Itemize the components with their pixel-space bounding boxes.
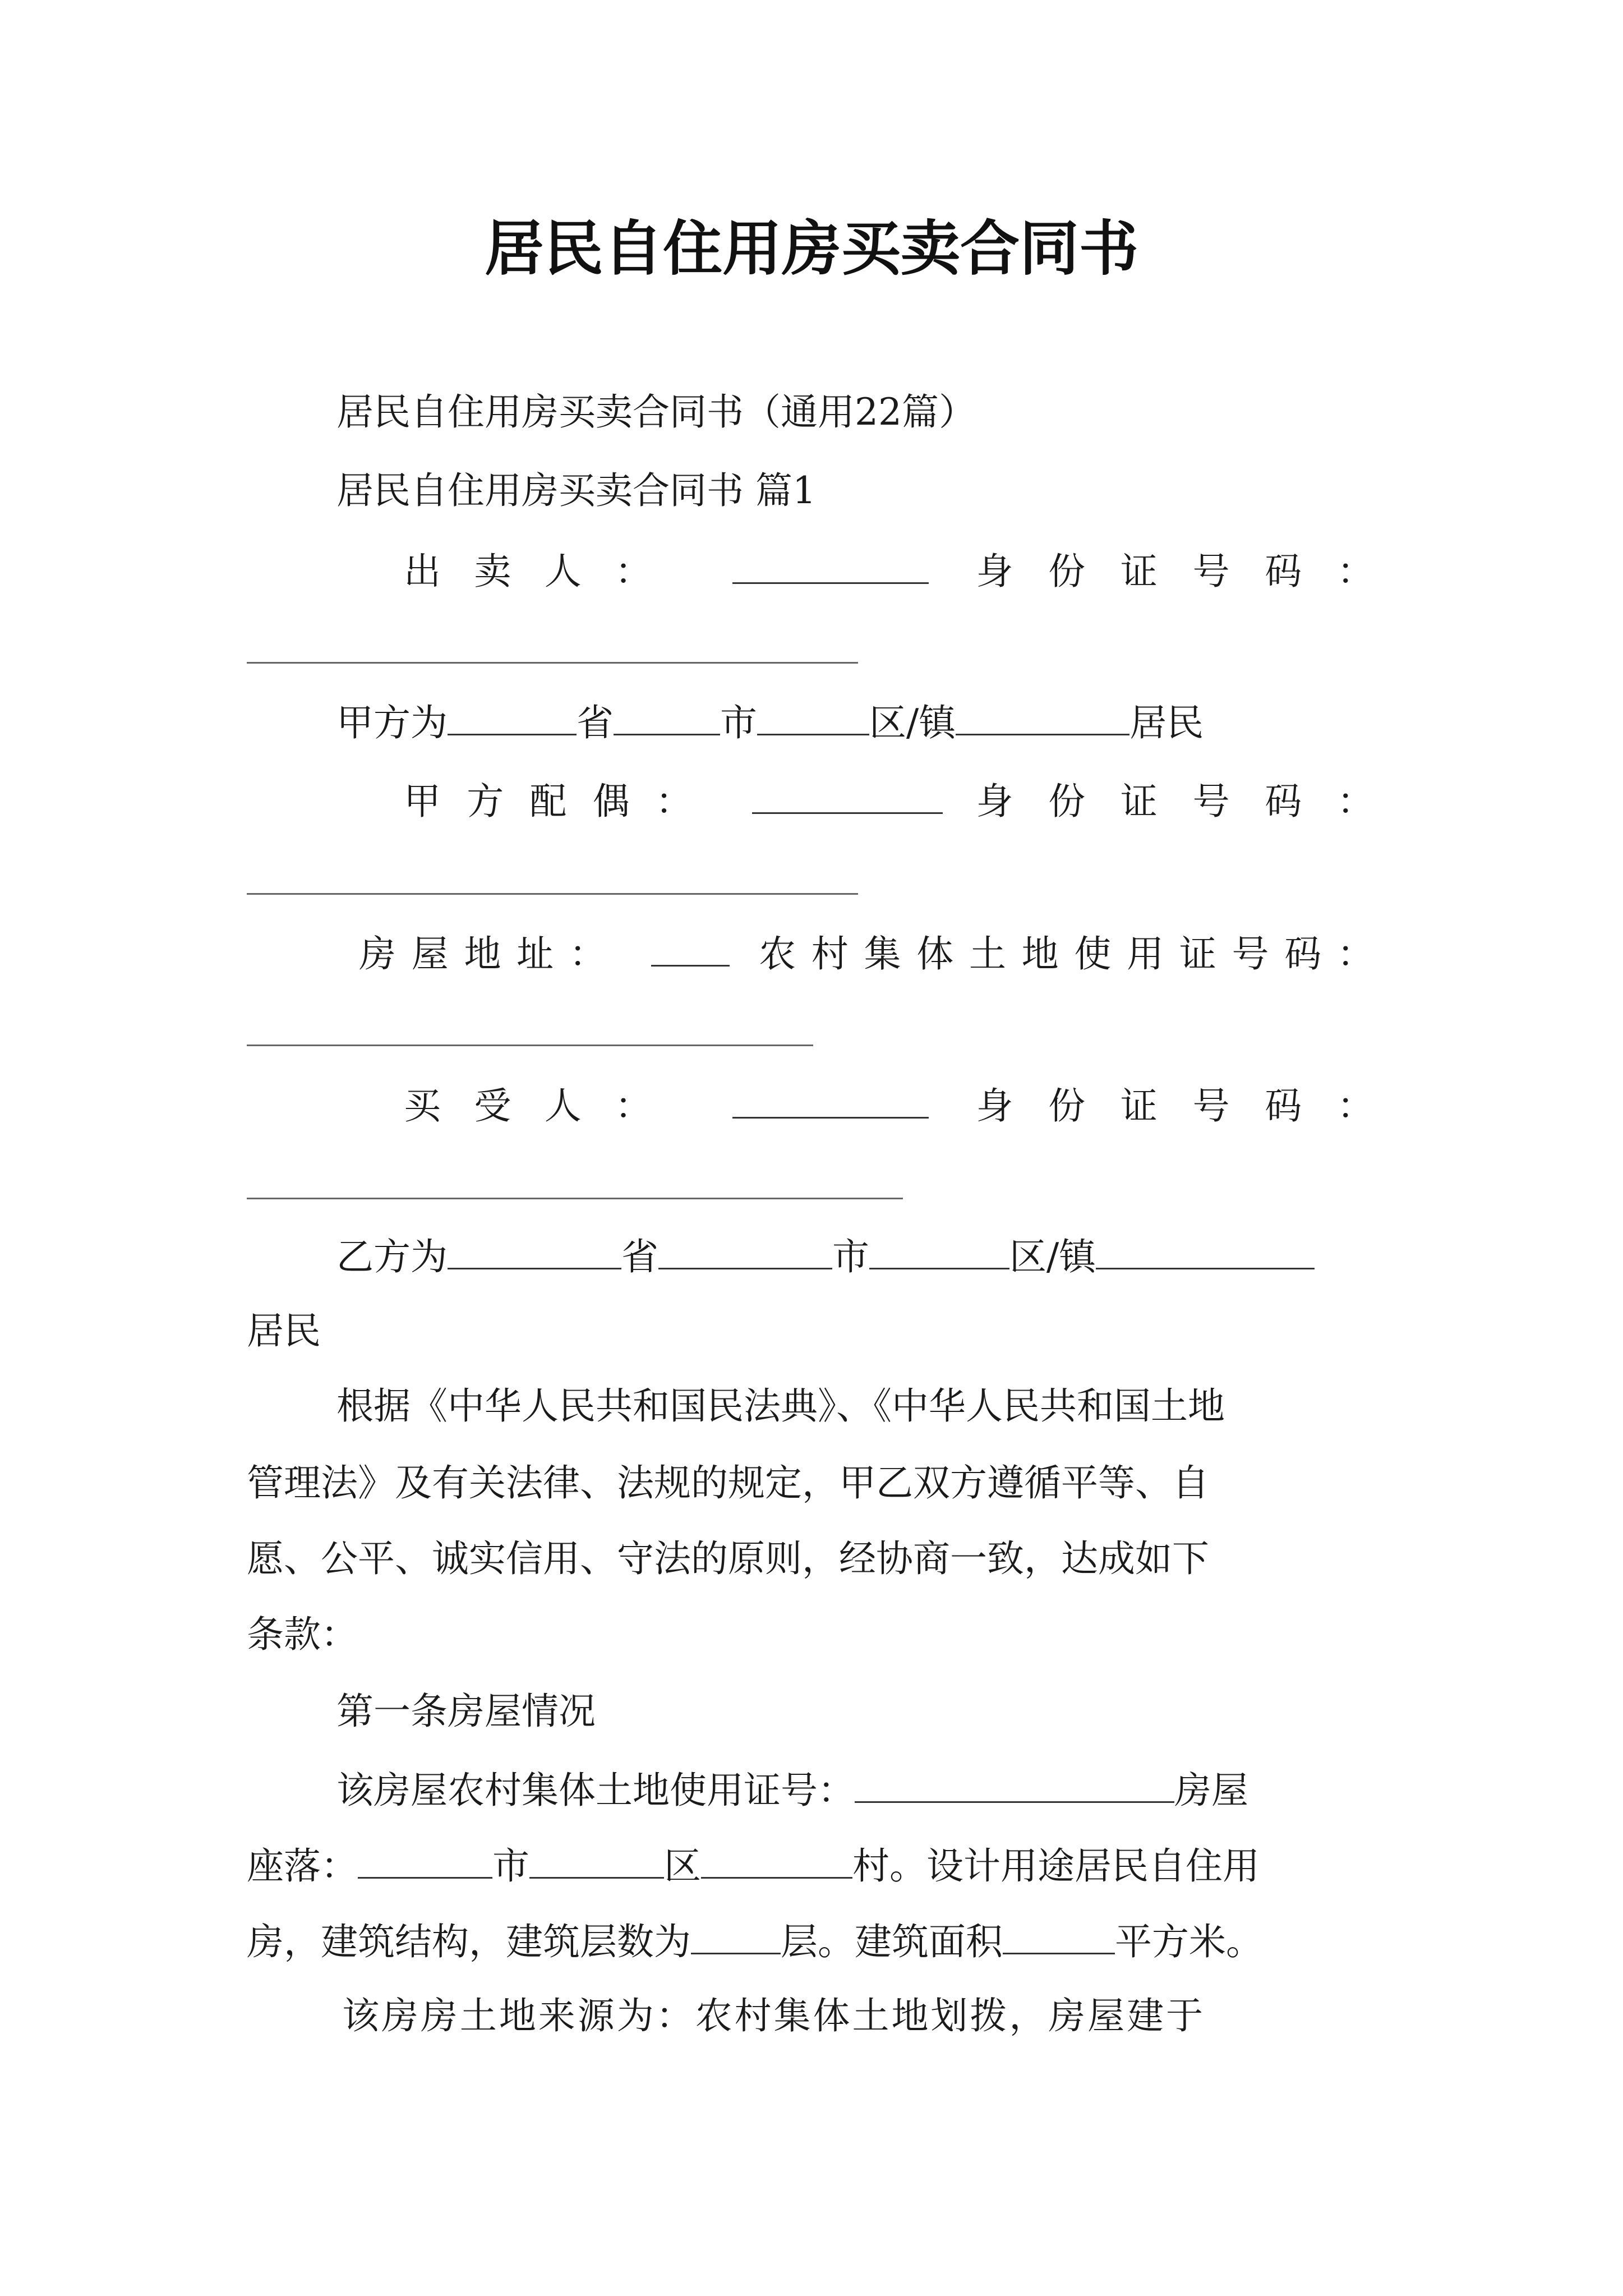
house-address-line bbox=[359, 932, 1390, 976]
buyer-id-label: 身份证号码： bbox=[976, 1084, 1409, 1128]
party-a-district-blank bbox=[757, 702, 869, 735]
article1-line-2 bbox=[247, 1844, 1260, 1888]
article1-district: 区 bbox=[664, 1844, 701, 1888]
article1-line-3 bbox=[247, 1921, 1263, 1961]
house-address-label: 房屋地址： bbox=[359, 932, 622, 976]
buyer-line bbox=[404, 1084, 1409, 1128]
spouse-line bbox=[404, 780, 1409, 823]
party-a-province: 省 bbox=[577, 701, 614, 744]
article1-l1-text: 该房屋农村集体土地使用证号： bbox=[336, 1769, 855, 1812]
preamble-line-2: 管理法》及有关法律、法规的规定，甲乙双方遵循平等、自 bbox=[247, 1461, 1209, 1504]
party-b-city: 市 bbox=[832, 1235, 869, 1278]
party-b-suffix: 居民 bbox=[247, 1309, 321, 1352]
location-city-blank bbox=[358, 1846, 492, 1879]
party-b-district-blank bbox=[869, 1236, 1009, 1269]
party-b-province-blank bbox=[448, 1236, 621, 1269]
spouse-name-blank bbox=[752, 781, 943, 814]
article1-area-label: 层。建筑面积 bbox=[781, 1920, 1003, 1963]
buyer-name-blank bbox=[732, 1085, 929, 1119]
article1-structure: 房，建筑结构，建筑层数为 bbox=[247, 1920, 691, 1963]
party-a-prefix: 甲方为 bbox=[336, 701, 448, 744]
preamble-line-1: 根据《中华人民共和国民法典》、《中华人民共和国土地 bbox=[336, 1384, 1225, 1428]
article1-line-4: 该房房土地来源为：农村集体土地划拨，房屋建于 bbox=[342, 1994, 1206, 2037]
article1-usage: 村。设计用途居民自住用 bbox=[852, 1844, 1260, 1888]
land-cert-no-blank bbox=[855, 1770, 1174, 1803]
seller-id-label: 身份证号码： bbox=[976, 550, 1409, 593]
party-b-village-blank bbox=[1096, 1236, 1315, 1269]
party-a-village-blank bbox=[956, 702, 1129, 735]
party-a-suffix: 居民 bbox=[1129, 701, 1204, 744]
spouse-id-label: 身份证号码： bbox=[976, 780, 1409, 823]
spouse-id-blank bbox=[247, 893, 858, 895]
party-a-city: 市 bbox=[720, 701, 757, 744]
location-district-blank bbox=[529, 1846, 664, 1879]
article1-line-1 bbox=[336, 1769, 1248, 1812]
preamble-line-4: 条款： bbox=[247, 1613, 358, 1656]
article1-l1-house: 房屋 bbox=[1174, 1769, 1248, 1812]
party-a-province-blank bbox=[448, 702, 577, 735]
article1-city: 市 bbox=[492, 1844, 529, 1888]
preamble-line-3: 愿、公平、诚实信用、守法的原则，经协商一致，达成如下 bbox=[247, 1537, 1209, 1580]
party-b-city-blank bbox=[658, 1236, 832, 1269]
house-address-blank bbox=[651, 933, 730, 967]
article1-area-unit: 平方米。 bbox=[1115, 1920, 1263, 1963]
spouse-label: 甲方配偶： bbox=[404, 780, 718, 823]
party-a-city-blank bbox=[614, 702, 720, 735]
party-b-residence-line bbox=[336, 1236, 1315, 1276]
part-heading: 居民自住用房买卖合同书 篇1 bbox=[336, 469, 816, 512]
article1-heading: 第一条房屋情况 bbox=[336, 1690, 596, 1733]
seller-label: 出卖人： bbox=[404, 550, 685, 593]
article1-location-label: 座落： bbox=[247, 1844, 358, 1888]
floors-blank bbox=[691, 1921, 781, 1954]
party-a-district: 区/镇 bbox=[869, 701, 956, 744]
seller-id-blank bbox=[247, 662, 858, 664]
area-blank bbox=[1003, 1921, 1115, 1954]
seller-name-blank bbox=[732, 551, 929, 584]
buyer-id-blank bbox=[247, 1198, 903, 1199]
seller-line bbox=[404, 550, 1409, 593]
party-b-prefix: 乙方为 bbox=[336, 1235, 448, 1278]
buyer-label: 买受人： bbox=[404, 1084, 685, 1128]
party-a-residence-line bbox=[336, 702, 1204, 742]
land-cert-label: 农村集体土地使用证号码： bbox=[759, 932, 1390, 976]
land-cert-blank bbox=[247, 1045, 813, 1046]
document-title: 居民自住用房买卖合同书 bbox=[485, 213, 1138, 283]
party-b-province: 省 bbox=[621, 1235, 658, 1278]
subtitle: 居民自住用房买卖合同书（通用22篇） bbox=[336, 390, 976, 434]
location-village-blank bbox=[701, 1846, 852, 1879]
party-b-district: 区/镇 bbox=[1009, 1235, 1096, 1278]
